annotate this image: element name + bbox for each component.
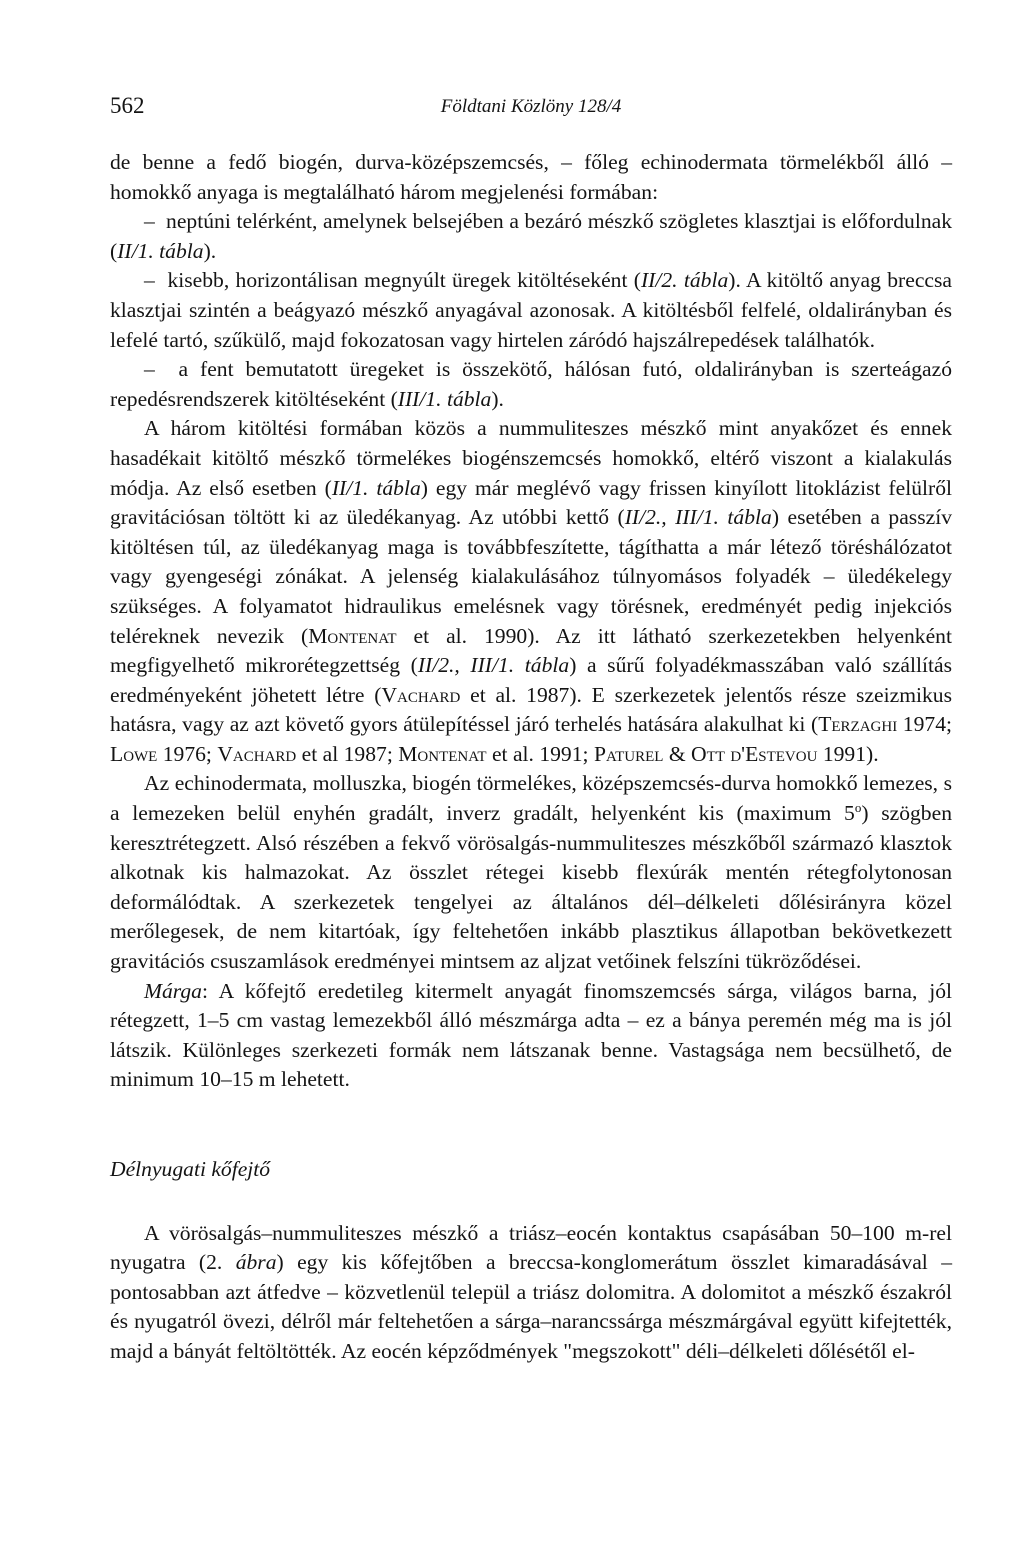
- citation-author: Montenat: [398, 741, 487, 766]
- page-number: 562: [110, 93, 145, 118]
- paragraph-southwest-quarry: A vörösalgás–nummuliteszes mészkő a triász–eocén kontaktus csapásában 50–100 m-rel nyugatra (2. ábra) egy kis kőfejtőben a breccsa-konglomerátum összlet kimaradásával – pontosabban azt átfedve – közvetlenül települ a triász dolomitra. A dolomitot a mészkő északról és nyugatról övezi, délről már feltehetően a sárga–narancssárga mészmárgával együtt kifejtették, majd a bányát feltöltötték. Az eocén képződmények "megszokott" déli–délkeleti dőlésétől el-: [110, 1220, 952, 1363]
- citation-author: Lowe: [110, 741, 158, 766]
- degree-superscript: o: [854, 799, 862, 815]
- citation-author: Paturel & Ott d'Estevou: [593, 741, 818, 766]
- plate-reference: II/2., III/1. tábla: [417, 653, 570, 678]
- plate-reference: II/2., III/1. tábla: [624, 505, 772, 530]
- paragraph-formation-modes: A három kitöltési formában közös a nummuliteszes mészkő mint anyakőzet és ennek hasadékait kitöltő mészkő törmelékes biogénszemcsés homokkő, eltérő viszont a kialakulás módja. Az első esetben (II/1. tábla) egy már meglévő vagy frissen kinyílott litoklázist felülről gravitációsan töltött ki az üledékanyag. Az utóbbi kettő (II/2., III/1. tábla) esetében a passzív kitöltésen túl, az üledékanyag maga is továbbfeszítette, tágíthatta a már létező töréshálózatot vagy gyengeségi zónákat. A jelenség kialakulásához túlnyomásos folyadék – üledékelegy szükséges. A folyamatot hidraulikus emelésnek vagy törésnek, eredményét pedig injekciós teléreknek nevezik (Montenat et al. 1990). Az itt látható szerkezetekben helyenként megfigyelhető mikrorétegzettség (II/2., III/1. tábla) a sűrű folyadékmasszában való szállítás eredményeként jöhetett létre (Vachard et al. 1987). E szerkezetek jelentős része szeizmikus hatásra, vagy az azt követő gyors átülepítéssel járó terhelés hatására alakulhat ki (Terzaghi 1974; Lowe 1976; Vachard et al 1987; Montenat et al. 1991; Paturel & Ott d'Estevou 1991).: [110, 416, 953, 766]
- list-item-fracture-network: – a fent bemutatott üregeket is összekötő, hálósan futó, oldalirányban is szerteágazó repedésrendszerek kitöltéseként (III/1. tábla).: [110, 355, 952, 414]
- document-page: [110, 92, 952, 1367]
- citation-author: Vachard: [217, 741, 297, 766]
- citation-author: Vachard: [381, 682, 461, 707]
- paragraph-marl: Márga: A kőfejtő eredetileg kitermelt anyagát finomszemcsés sárga, világos barna, jól rétegzett, 1–5 cm vastag lemezekből álló mészmárga adta – ez a bánya peremén még ma is jól látszik. Különleges szerkezeti formák nem látszanak benne. Vastagsága nem becsülhető, de minimum 10–15 m lehetett.: [110, 978, 952, 1092]
- body-text: [110, 148, 952, 1367]
- figure-reference: ábra: [235, 1250, 277, 1275]
- plate-reference: II/1. tábla: [117, 238, 204, 263]
- citation-author: Terzaghi: [818, 712, 898, 737]
- paragraph-label: Márga: [144, 978, 202, 1003]
- paragraph-intro: de benne a fedő biogén, durva-középszemcsés, – főleg echinodermata törmelékből álló – homokkő anyaga is megtalálható három megjelenési formában:: [110, 150, 952, 204]
- plate-reference: II/1. tábla: [331, 475, 421, 500]
- list-item-horizontal-cavities: – kisebb, horizontálisan megnyúlt üregek kitöltéseként (II/2. tábla). A kitöltő anyag breccsa klasztjai szintén a beágyazó mészkő anyagával azonosak. A kitöltésből felfelé, oldalirányban és lefelé tartó, szűkülő, majd fokozatosan vagy hirtelen záródó hajszálrepedések találhatók.: [110, 266, 952, 355]
- citation-author: Montenat: [308, 623, 397, 648]
- plate-reference: II/2. tábla: [640, 268, 729, 293]
- plate-reference: III/1. tábla: [397, 386, 492, 411]
- list-item-neptunian-dike: – neptúni telérként, amelynek belsejében a bezáró mészkő szögletes klasztjai is előfordulnak (II/1. tábla).: [110, 207, 952, 266]
- paragraph-sandstone: Az echinodermata, molluszka, biogén törmelékes, középszemcsés-durva homokkő lemezes, s a lemezeken belül enyhén gradált, inverz gradált, helyenként kis (maximum 5$^o$) szögben keresztrétegzett. Alsó részében a fekvő vörösalgás-nummuliteszes mészkőből származó klasztok alkotnak kis halmazokat. Az összlet rétegei kisebb flexúrák mentén rétegfolytonosan deformálódtak. A szerkezetek tengelyei az általános dél–délkeleti dőlésirányra közel merőlegesek, de nem kitartóak, így feltehetően inkább plasztikus állapotban bekövetkezett gravitációs csuszamlások eredményei mintsem az aljzat vetőinek felszíni tükröződései.: [110, 771, 952, 974]
- section-heading: Délnyugati kőfejtő: [110, 1157, 271, 1181]
- running-header: [110, 92, 952, 132]
- journal-title: Földtani Közlöny 128/4: [440, 96, 622, 117]
